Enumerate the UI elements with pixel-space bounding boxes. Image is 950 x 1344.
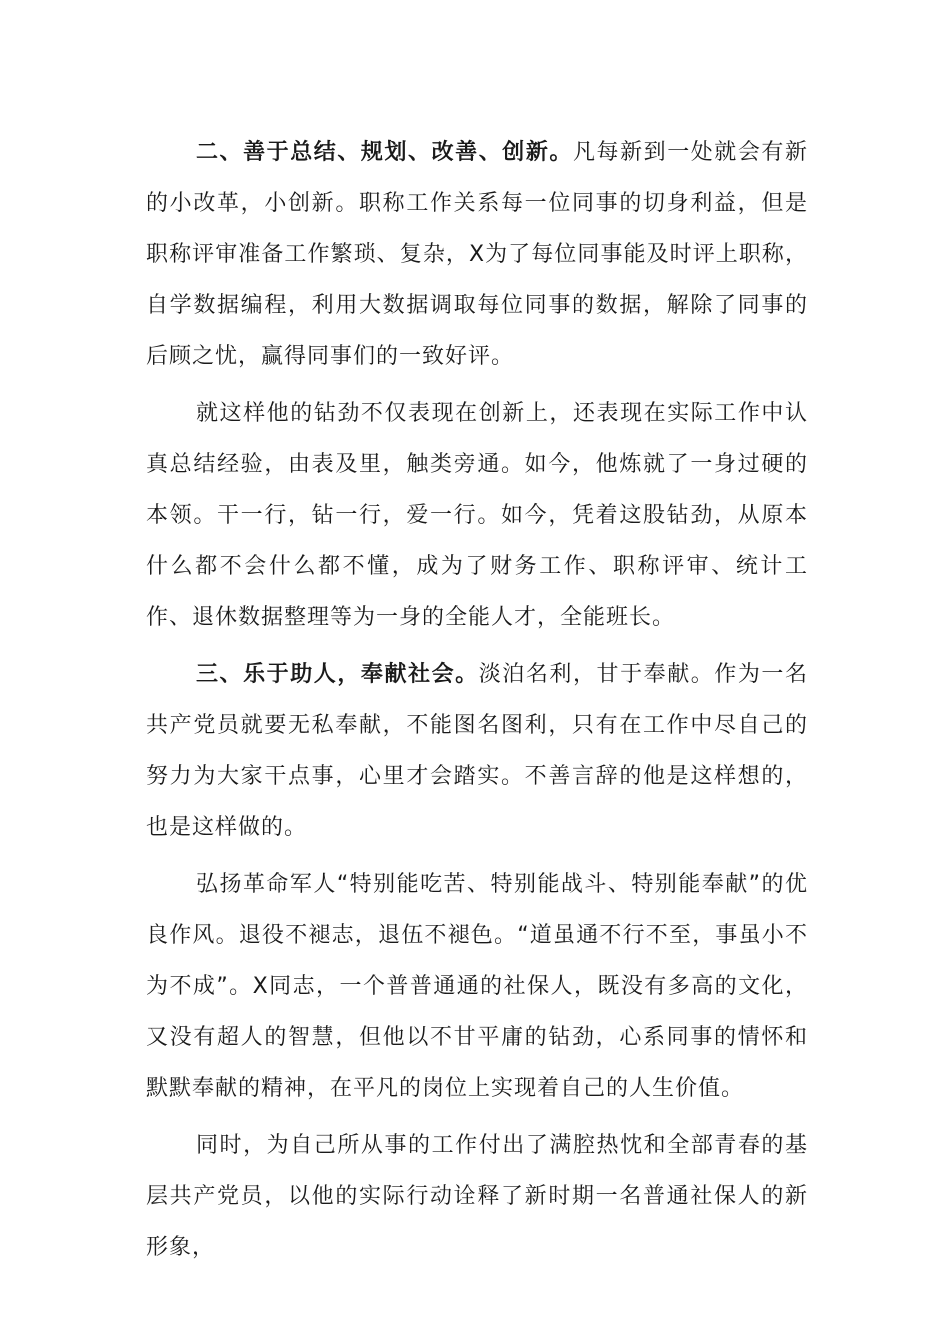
section-heading-two: 二、善于总结、规划、改善、创新。 xyxy=(196,140,573,165)
paragraph-text: 凡每新到一处就会有新的小改革，小创新。职称工作关系每一位同事的切身利益，但是职称评审准备工作繁琐、复杂，X为了每位同事能及时评上职称，自学数据编程，利用大数据调取每位同事的数据，解除了同事的后顾之忧，赢得同事们的一致好评。 xyxy=(146,140,808,369)
paragraph-conclusion xyxy=(146,1120,808,1273)
paragraph-military-spirit xyxy=(146,859,808,1114)
document-body xyxy=(146,127,808,1279)
paragraph-section-two xyxy=(146,127,808,382)
paragraph-text: 弘扬革命军人“特别能吃苦、特别能战斗、特别能奉献”的优良作风。退役不褪志，退伍不褪色。“道虽通不行不至，事虽小不为不成”。X同志，一个普普通通的社保人，既没有多高的文化，又没有超人的智慧，但他以不甘平庸的钻劲，心系同事的情怀和默默奉献的精神，在平凡的岗位上实现着自己的人生价值。 xyxy=(146,872,808,1101)
paragraph-text: 就这样他的钻劲不仅表现在创新上，还表现在实际工作中认真总结经验，由表及里，触类旁通。如今，他炼就了一身过硬的本领。干一行，钻一行，爱一行。如今，凭着这股钻劲，从原本什么都不会什么都不懂，成为了财务工作、职称评审、统计工作、退休数据整理等为一身的全能人才，全能班长。 xyxy=(146,401,808,630)
paragraph-text: 同时，为自己所从事的工作付出了满腔热忱和全部青春的基层共产党员，以他的实际行动诠释了新时期一名普通社保人的新形象， xyxy=(146,1133,808,1260)
paragraph-diligence xyxy=(146,388,808,643)
section-heading-three: 三、乐于助人，奉献社会。 xyxy=(196,662,479,687)
paragraph-text: 淡泊名利，甘于奉献。作为一名共产党员就要无私奉献，不能图名图利，只有在工作中尽自己的努力为大家干点事，心里才会踏实。不善言辞的他是这样想的，也是这样做的。 xyxy=(146,662,808,840)
paragraph-section-three xyxy=(146,649,808,853)
